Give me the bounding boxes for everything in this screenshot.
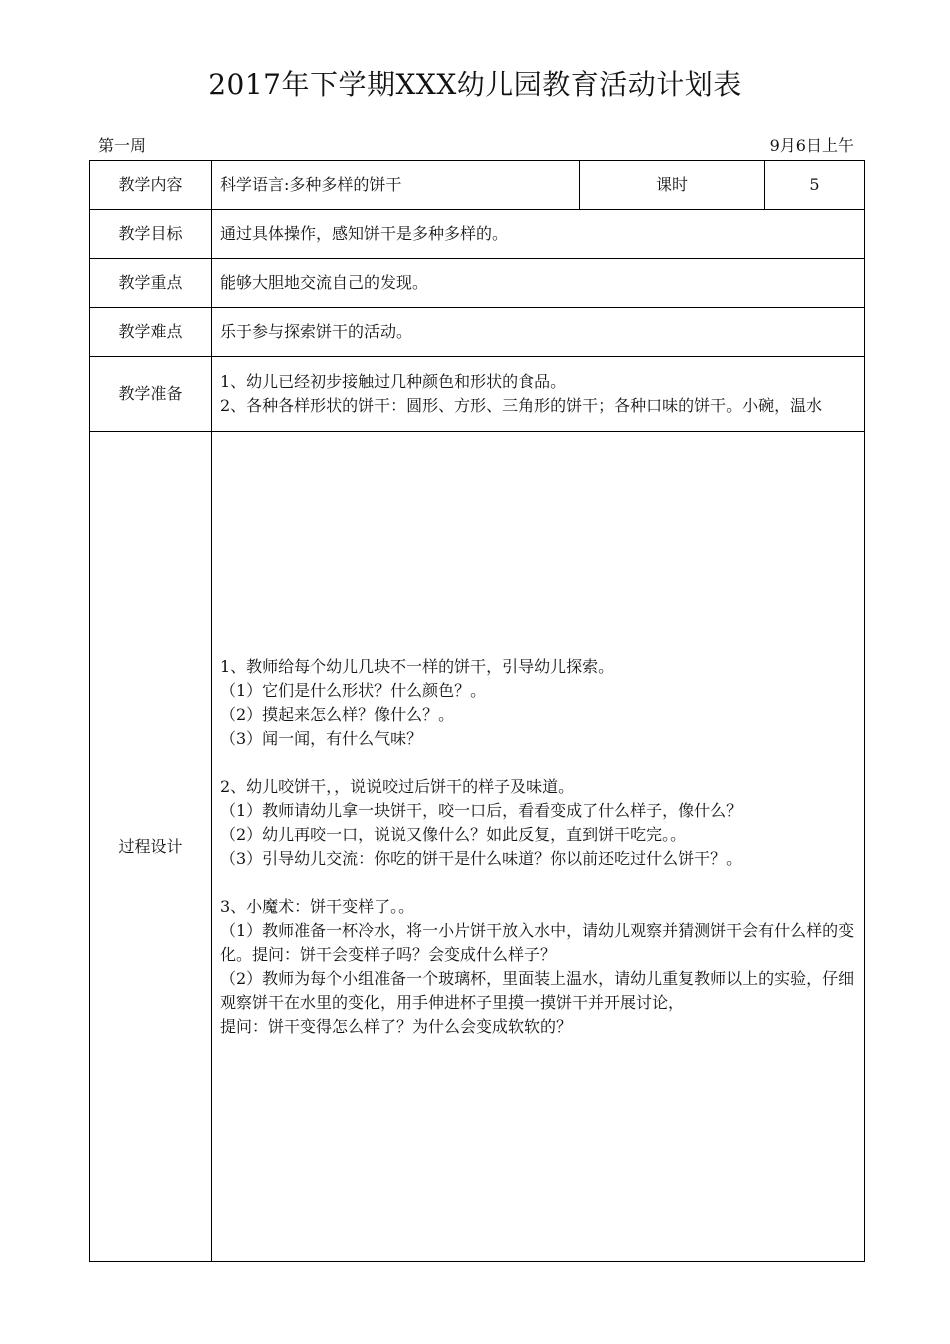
goal-label: 教学目标: [90, 210, 212, 259]
process-row: [90, 432, 865, 1262]
hours-label: 课时: [580, 161, 765, 210]
document-title: 2017年下学期XXX幼儿园教育活动计划表: [208, 68, 742, 101]
plan-table: [89, 160, 865, 1262]
focus-value: 能够大胆地交流自己的发现。: [212, 259, 865, 308]
focus-row: [90, 259, 865, 308]
content-row: [90, 161, 865, 210]
process-label: 过程设计: [90, 432, 212, 1262]
content-value: 科学语言:多种多样的饼干: [212, 161, 580, 210]
difficulty-value: 乐于参与探索饼干的活动。: [212, 308, 865, 357]
goal-value: 通过具体操作，感知饼干是多种多样的。: [212, 210, 865, 259]
difficulty-label: 教学难点: [90, 308, 212, 357]
prep-row: [90, 357, 865, 432]
goal-row: [90, 210, 865, 259]
week-label: 第一周: [98, 136, 147, 155]
hours-value: 5: [765, 161, 865, 210]
difficulty-row: [90, 308, 865, 357]
prep-label: 教学准备: [90, 357, 212, 432]
content-label: 教学内容: [90, 161, 212, 210]
process-value: 1、教师给每个幼儿几块不一样的饼干，引导幼儿探索。 （1）它们是什么形状？什么颜色？。 （2）摸起来怎么样？像什么？。 （3）闻一闻，有什么气味？ 2、幼儿咬饼干，，说说咬过后饼干的样子及味道。 （1）教师请幼儿拿一块饼干，咬一口后，看看变成了什么样子，像什么？ （2）幼儿再咬一口，说说又像什么？如此反复，直到饼干吃完。。 （3）引导幼儿交流：你吃的饼干是什么味道？你以前还吃过什么饼干？。 3、小魔术：饼干变样了。。 （1）教师准备一杯冷水，将一小片饼干放入水中，请幼儿观察并猜测饼干会有什么样的变化。提问：饼干会变样子吗？会变成什么样子？ （2）教师为每个小组准备一个玻璃杯，里面装上温水，请幼儿重复教师以上的实验，仔细观察饼干在水里的变化，用手伸进杯子里摸一摸饼干并开展讨论， 提问：饼干变得怎么样了？为什么会变成软软的？: [212, 432, 865, 1262]
prep-value: 1、幼儿已经初步接触过几种颜色和形状的食品。 2、各种各样形状的饼干：圆形、方形、三角形的饼干；各种口味的饼干。小碗，温水: [212, 357, 865, 432]
focus-label: 教学重点: [90, 259, 212, 308]
date-label: 9月6日上午: [769, 136, 854, 155]
